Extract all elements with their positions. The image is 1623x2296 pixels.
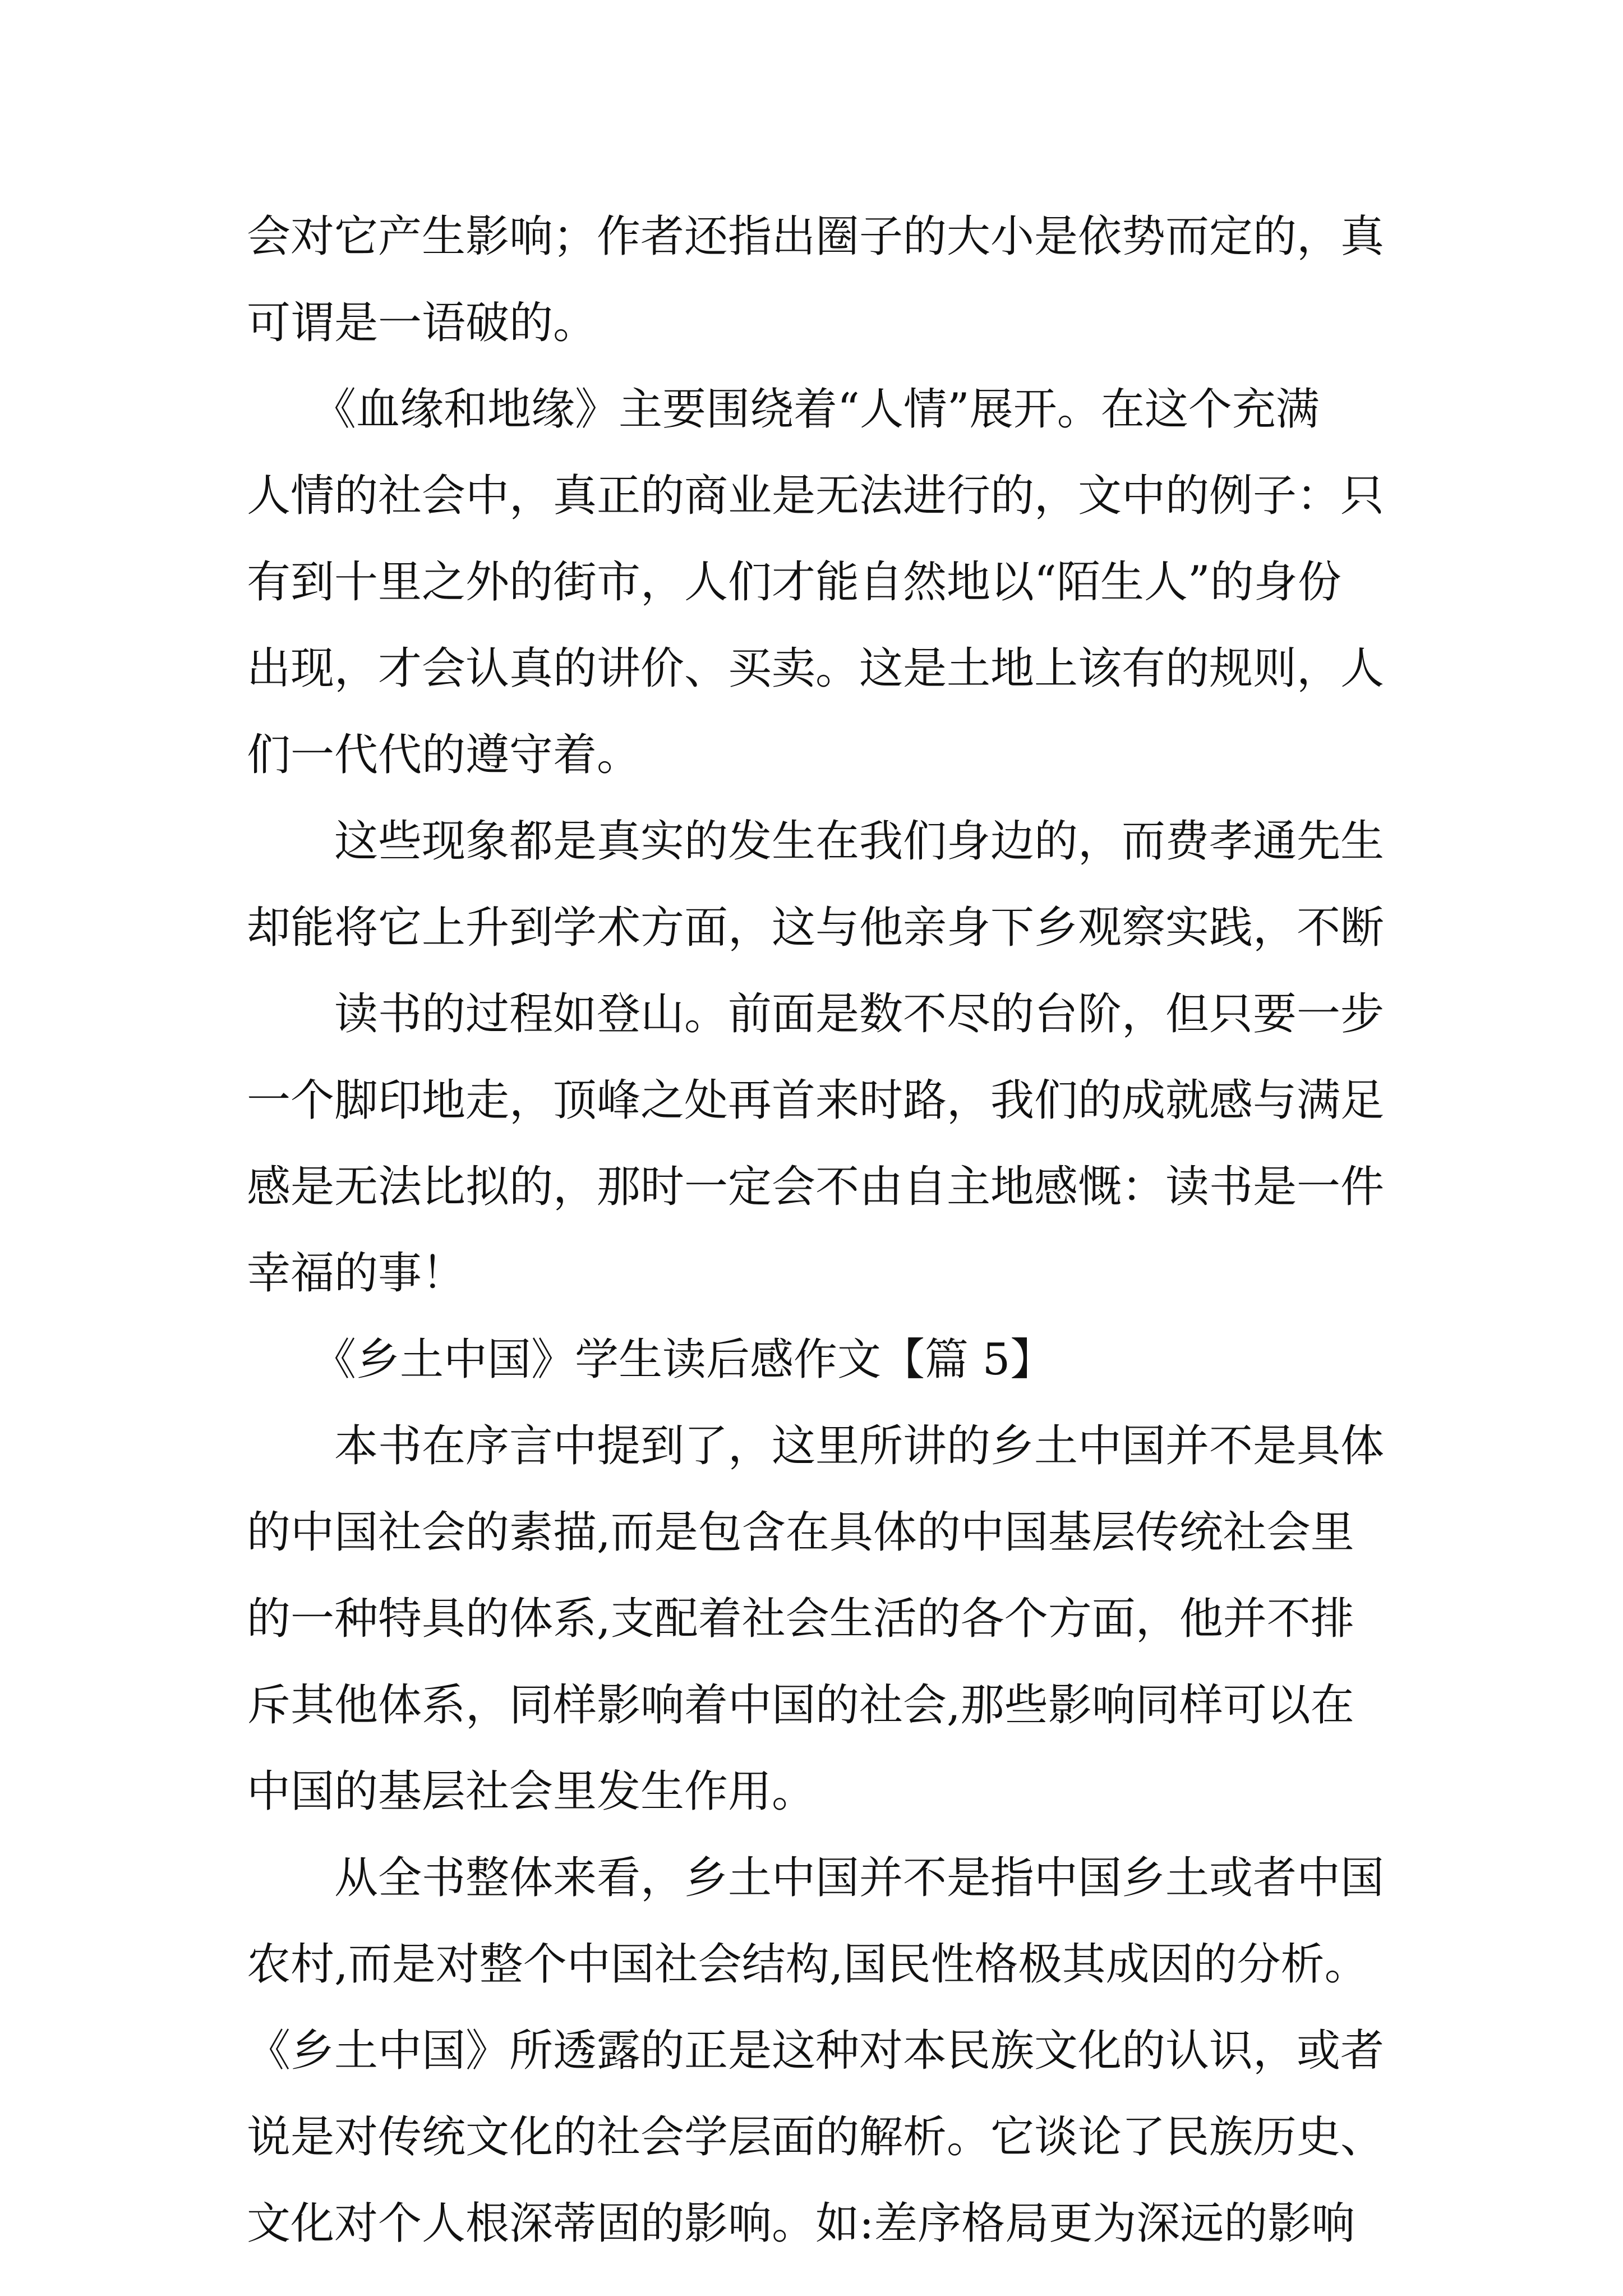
document-body [247,194,1402,2267]
text-line: 本书在序言中提到了，这里所讲的乡土中国并不是具体 [247,1421,1385,1471]
text-line: 的一种特具的体系,支配着社会生活的各个方面，他并不排 [247,1594,1354,1644]
text-line: 《乡土中国》所透露的正是这种对本民族文化的认识，或者 [247,2026,1385,2076]
text-line: 一个脚印地走，顶峰之处再首来时路，我们的成就感与满足 [247,1075,1385,1126]
text-line: 斥其他体系，同样影响着中国的社会,那些影响同样可以在 [247,1680,1354,1731]
text-line: 却能将它上升到学术方面，这与他亲身下乡观察实践，不断 [247,903,1385,953]
text-line: 们一代代的遵守着。 [247,730,641,780]
section-heading: 《乡土中国》学生读后感作文【篇 5】 [247,1335,1054,1385]
text-line: 会对它产生影响；作者还指出圈子的大小是依势而定的，真 [247,211,1385,262]
text-line: 可谓是一语破的。 [247,298,597,348]
text-line: 《血缘和地缘》主要围绕着“人情”展开。在这个充满 [247,384,1320,435]
text-line: 有到十里之外的街市，人们才能自然地以“陌生人”的身份 [247,557,1341,608]
text-line: 感是无法比拟的，那时一定会不由自主地感慨：读书是一件 [247,1162,1385,1212]
text-line: 人情的社会中，真正的商业是无法进行的，文中的例子：只 [247,471,1385,521]
text-line: 文化对个人根深蒂固的影响。如:差序格局更为深远的影响 [247,2198,1355,2249]
text-line: 的中国社会的素描,而是包含在具体的中国基层传统社会里 [247,1507,1354,1558]
text-line: 这些现象都是真实的发生在我们身边的，而费孝通先生 [247,816,1385,867]
text-line: 农村,而是对整个中国社会结构,国民性格极其成因的分析。 [247,1939,1368,1990]
text-line: 出现，才会认真的讲价、买卖。这是土地上该有的规则，人 [247,643,1385,694]
text-line: 说是对传统文化的社会学层面的解析。它谈论了民族历史、 [247,2112,1385,2162]
text-line: 从全书整体来看，乡土中国并不是指中国乡土或者中国 [247,1853,1385,1903]
text-line: 读书的过程如登山。前面是数不尽的台阶，但只要一步 [247,989,1385,1039]
text-line: 中国的基层社会里发生作用。 [247,1766,816,1817]
text-line: 幸福的事！ [247,1248,466,1299]
